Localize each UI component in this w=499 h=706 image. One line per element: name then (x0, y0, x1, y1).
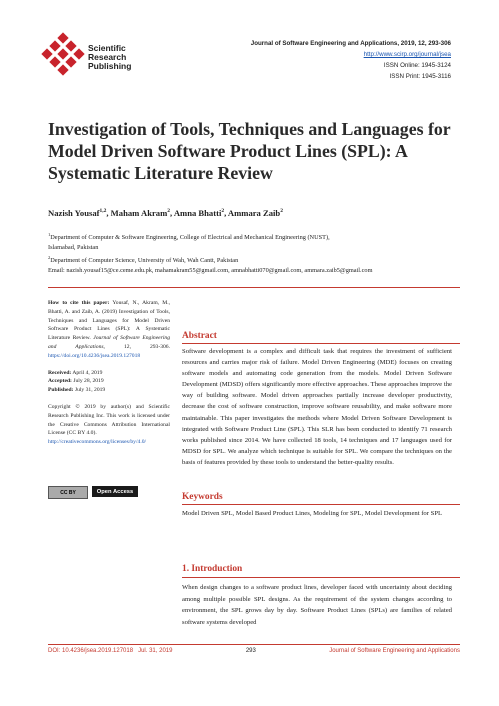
keywords-text: Model Driven SPL, Model Based Product Lines, Modeling for SPL, Model Development for SPL (182, 510, 443, 517)
license-badges (48, 486, 138, 499)
divider (48, 644, 460, 645)
introduction-heading: 1. Introduction (182, 564, 243, 574)
page-footer (48, 648, 460, 654)
paper-title: Investigation of Tools, Techniques and Languages for Model Driven Software Product Lines (SPL): A Systematic Literature Review (48, 119, 451, 183)
email-line: Email: nazish.yousaf15@ce.ceme.edu.pk, mahamakram55@gmail.com, amnabhatti070@gmail.com, ammara.zaib5@gmail.com (48, 267, 373, 275)
open-access-badge: Open Access (92, 486, 138, 497)
publisher-name: Scientific Research Publishing (88, 43, 132, 71)
author-name: Maham Akram (110, 208, 168, 218)
license-link[interactable]: http://creativecommons.org/licenses/by/4.0/ (48, 439, 147, 446)
accepted-date: Accepted: July 28, 2019 (48, 378, 104, 385)
copyright-text: Copyright © 2019 by author(s) and Scientific Research Publishing Inc. This work is licensed under the Creative Commons Attribution International License (CC BY 4.0). (48, 403, 170, 437)
page-number: 293 (245, 648, 256, 654)
issn-online: ISSN Online: 1945-3124 (383, 62, 451, 69)
footer-doi: DOI: 10.4236/jsea.2019.127018 (48, 648, 134, 654)
keywords-heading: Keywords (182, 492, 223, 502)
author-name: Amna Bhatti (173, 208, 222, 218)
author-name: Ammara Zaib (227, 208, 281, 218)
how-to-cite: How to cite this paper: Yousaf, N., Akram, M., Bhatti, A. and Zaib, A. (2019) Investigation of Tools, Techniques and Languages for Model Driven Software Product Lines (SPL): A Systematic Literature Review. Journal of Software Engineering and Applications, 12, 293-306. https://doi.org/10.4236/jsea.2019.127018 (48, 300, 170, 359)
doi-link[interactable]: https://doi.org/10.4236/jsea.2019.127018 (48, 352, 141, 359)
journal-url-link[interactable]: http://www.scirp.org/journal/jsea (363, 51, 451, 58)
author-name: Nazish Yousaf (48, 208, 100, 218)
citation-sidebar (48, 299, 170, 447)
publisher-logo (40, 32, 86, 78)
published-date: Published: July 31, 2019 (48, 387, 106, 394)
divider (182, 504, 460, 505)
journal-line: Journal of Software Engineering and Applications, 2019, 12, 293-306 (250, 40, 451, 47)
divider (48, 287, 460, 288)
received-date: Received: April 4, 2019 (48, 369, 103, 376)
abstract-heading: Abstract (182, 331, 217, 341)
abstract-text: Software development is a complex and difficult task that requires the investment of sufficient resources and carries major risk of failure. Model Driven Engineering (MDE) focuses on creating software models and automating code generation from the models. Model Driven Software Development (MDSD) offers significantly more effective approaches. These approaches improve the way of building software. Model driven approaches partially increase developer productivity, decrease the cost of software construction, improve software reusability, and make software more maintainable. This paper investigates the methods where Model Driven Software Development is integrated with Software Product Line (SPL). This SLR has been conducted to identify 71 research works published since 2014. We have collected 18 tools, 14 techniques and 17 languages used for MDSD for SPL. We analyze which technique is suitable for SPL. We compare the techniques on the basis of features provided by these tools to understand the better-quality results. (182, 348, 452, 466)
divider (182, 343, 460, 344)
footer-journal: Journal of Software Engineering and Applications (329, 648, 460, 654)
issn-print: ISSN Print: 1945-3116 (389, 73, 451, 80)
journal-meta (251, 38, 451, 82)
author-list: Nazish Yousaf$^{1,2}$, Maham Akram$^2$, Amna Bhatti$^2$, Ammara Zaib$^2$ (48, 208, 283, 218)
divider (182, 577, 460, 578)
affiliations: $^1$Department of Computer & Software Engineering, College of Electrical and Mechanical Engineering (NUST), Islamabad, Pakistan $^2$Department of Computer Science, University of Wah, Wah Cantt, Pakistan Email: nazish.yousaf15@ce.ceme.edu.pk, mahamakram55@gmail.com, amnabhatti070@gmail.com, ammara.zaib5@gmail.com (48, 230, 468, 276)
introduction-text: When design changes to a software product lines, developer faced with uncertainty about deciding among multiple possible SPL designs. As the requirement of the system changes according to environment, the SPL grows day by day. Software Product Lines (SPLs) are families of related software systems developed (182, 584, 452, 626)
cc-by-badge[interactable]: CC BY (48, 486, 88, 499)
footer-date: Jul. 31, 2019 (138, 648, 173, 654)
